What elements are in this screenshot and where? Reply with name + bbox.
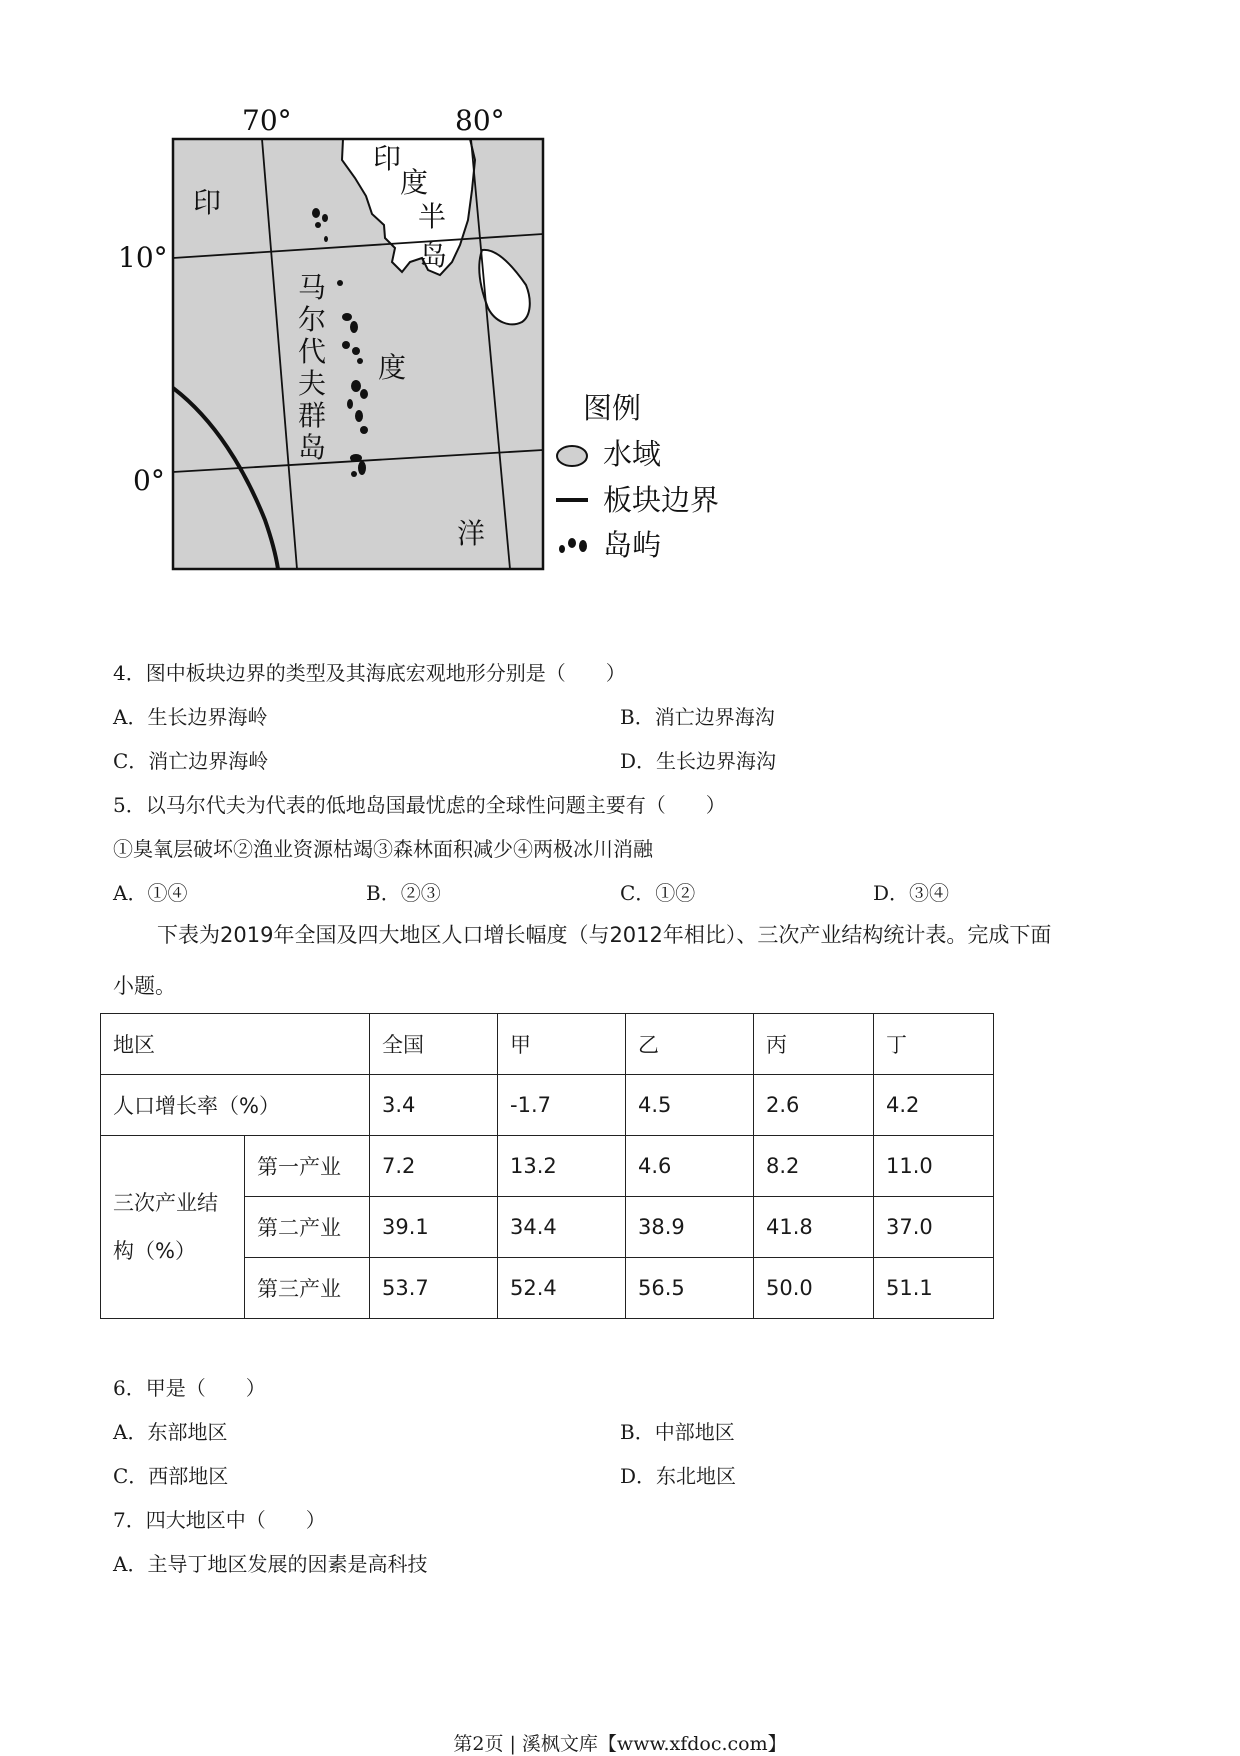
- q4-option-d[interactable]: D．生长边界海沟: [620, 749, 777, 773]
- q5-option-c[interactable]: C．①②: [620, 881, 696, 905]
- legend-islands-label: 岛屿: [603, 528, 662, 562]
- map-legend: [556, 391, 719, 562]
- maldives-map-figure: [0, 0, 1240, 600]
- sea-label-yin: 印: [193, 186, 222, 219]
- q7-option-a[interactable]: A．主导丁地区发展的因素是高科技: [113, 1552, 428, 1576]
- q7-stem: 7．四大地区中（ ）: [113, 1508, 326, 1532]
- peninsula-char-1: 印: [373, 142, 402, 175]
- q4-option-c[interactable]: C．消亡边界海岭: [113, 749, 269, 773]
- header-region: 地区: [101, 1014, 370, 1075]
- maldives-char-5: 群: [298, 399, 327, 432]
- maldives-char-4: 夫: [298, 367, 327, 400]
- q5-option-a[interactable]: A．①④: [113, 881, 188, 905]
- q6-stem: 6．甲是（ ）: [113, 1376, 266, 1400]
- population-label: 人口增长率（%）: [101, 1075, 370, 1136]
- lon-label-80: 80°: [455, 104, 505, 137]
- maldives-char-6: 岛: [298, 431, 327, 464]
- table-cell: 39.1: [370, 1197, 498, 1258]
- peninsula-char-2: 度: [400, 166, 429, 199]
- lat-label-0: 0°: [133, 464, 165, 497]
- q5-option-d[interactable]: D．③④: [873, 881, 950, 905]
- structure-label-line1: 三次产业结: [113, 1191, 218, 1215]
- q5-stem: 5．以马尔代夫为代表的低地岛国最忧虑的全球性问题主要有（ ）: [113, 793, 726, 817]
- header-national: 全国: [370, 1014, 498, 1075]
- q6-option-b[interactable]: B．中部地区: [620, 1420, 735, 1444]
- water-ellipse-icon: [557, 446, 587, 466]
- legend-title: 图例: [583, 391, 642, 425]
- table-cell: 51.1: [874, 1258, 994, 1319]
- table-row-primary: [101, 1136, 994, 1197]
- page-footer: 第2页 | 溪枫文库【www.xfdoc.com】: [453, 1733, 787, 1755]
- header-ding: 丁: [874, 1014, 994, 1075]
- peninsula-char-3: 半: [418, 200, 447, 233]
- header-bing: 丙: [754, 1014, 874, 1075]
- table-cell: 53.7: [370, 1258, 498, 1319]
- q6-option-d[interactable]: D．东北地区: [620, 1464, 737, 1488]
- sea-label-du: 度: [378, 351, 407, 384]
- table-cell: 8.2: [754, 1136, 874, 1197]
- table-cell: -1.7: [498, 1075, 626, 1136]
- sea-label-yang: 洋: [457, 517, 486, 550]
- legend-plate-label: 板块边界: [603, 483, 720, 517]
- table-cell: 7.2: [370, 1136, 498, 1197]
- table-cell: 4.5: [626, 1075, 754, 1136]
- table-cell: 13.2: [498, 1136, 626, 1197]
- header-yi: 乙: [626, 1014, 754, 1075]
- table-cell: 50.0: [754, 1258, 874, 1319]
- table-cell: 56.5: [626, 1258, 754, 1319]
- structure-label-line2: 构（%）: [113, 1239, 196, 1263]
- q6-option-c[interactable]: C．西部地区: [113, 1464, 229, 1488]
- peninsula-char-4: 岛: [419, 239, 448, 272]
- table-cell: 4.2: [874, 1075, 994, 1136]
- industry-name: 第一产业: [245, 1136, 370, 1197]
- table-cell: 37.0: [874, 1197, 994, 1258]
- table-cell: 4.6: [626, 1136, 754, 1197]
- maldives-char-1: 马: [298, 271, 327, 304]
- table-cell: 34.4: [498, 1197, 626, 1258]
- maldives-char-3: 代: [298, 335, 327, 368]
- table-cell: 38.9: [626, 1197, 754, 1258]
- statistics-table: [100, 1013, 994, 1319]
- structure-label: [101, 1136, 245, 1319]
- table-row-population: [101, 1075, 994, 1136]
- q4-stem: 4．图中板块边界的类型及其海底宏观地形分别是（ ）: [113, 661, 626, 685]
- q6-option-a[interactable]: A．东部地区: [113, 1420, 228, 1444]
- table-cell: 52.4: [498, 1258, 626, 1319]
- maldives-char-2: 尔: [298, 303, 327, 336]
- q5-statements: ①臭氧层破坏②渔业资源枯竭③森林面积减少④两极冰川消融: [113, 837, 653, 861]
- q5-option-b[interactable]: B．②③: [366, 881, 441, 905]
- table-intro-line1: 下表为2019年全国及四大地区人口增长幅度（与2012年相比）、三次产业结构统计表。完成下面: [157, 923, 1052, 947]
- lat-label-10: 10°: [118, 241, 168, 274]
- islands-icon: [559, 538, 587, 553]
- q4-option-b[interactable]: B．消亡边界海沟: [620, 705, 775, 729]
- header-jia: 甲: [498, 1014, 626, 1075]
- table-cell: 11.0: [874, 1136, 994, 1197]
- industry-name: 第二产业: [245, 1197, 370, 1258]
- industry-name: 第三产业: [245, 1258, 370, 1319]
- table-cell: 3.4: [370, 1075, 498, 1136]
- table-header-row: [101, 1014, 994, 1075]
- legend-water-label: 水域: [603, 437, 662, 471]
- table-intro-line2: 小题。: [113, 974, 176, 998]
- q4-option-a[interactable]: A．生长边界海岭: [113, 705, 268, 729]
- table-cell: 41.8: [754, 1197, 874, 1258]
- table-cell: 2.6: [754, 1075, 874, 1136]
- lon-label-70: 70°: [242, 104, 292, 137]
